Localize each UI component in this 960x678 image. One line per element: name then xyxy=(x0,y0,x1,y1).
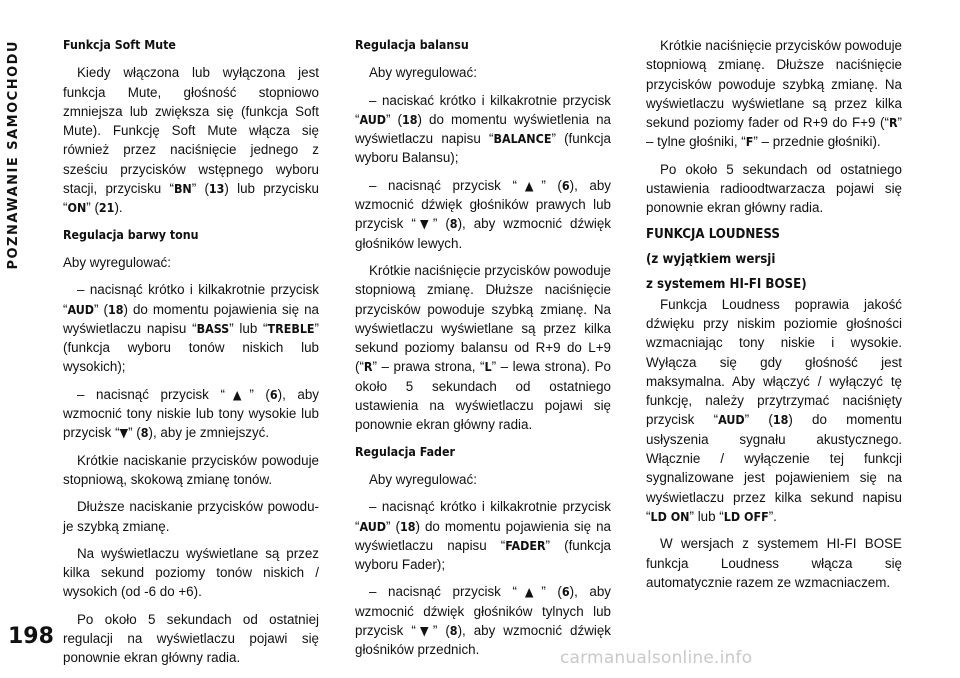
paragraph: W wersjach z systemem HI-FI BOSE funkcja Loudness włącza się automatycznie razem ze wzmacniaczem. xyxy=(646,536,902,590)
paragraph: Krótkie naciśnięcie przycisków powoduje stopniową zmianę. Dłuższe naciśnięcie przycisków powoduje szybką zmianę. Na wyświetlaczu wyświetlane są przez kilka sekund poziomy fader od R+9 do F+9 (“R” – tylne głośniki, “F” – przednie głośniki). xyxy=(646,38,902,150)
paragraph: Po około 5 sekundach od ostatniego ustawienia radioodtwarzacza pojawi się ponownie ekran główny radia. xyxy=(646,161,902,216)
paragraph: – nacisnąć przycisk “▲” (6), aby wzmocnić tony niskie lub tony wysokie lub przycisk “▼” (8), aby je zmniejszyć. xyxy=(63,386,319,441)
page-number: 198 xyxy=(8,624,54,649)
heading-tone: Regulacja barwy tonu xyxy=(63,227,199,242)
paragraph: – nacisnąć krótko i kilkakrotnie przycisk “AUD” (18) do momentu pojawienia się na wyświetlaczu napisu “BASS” lub “TREBLE” (funkcja wyboru tonów niskich lub wysokich); xyxy=(63,282,320,375)
paragraph: Dłuższe naciskanie przycisków powoduje szybką zmianę. xyxy=(63,499,319,534)
section-title: POZNAWANIE SAMOCHODU xyxy=(6,40,21,270)
paragraph: – nacisnąć przycisk “▲” (6), aby wzmocnić dźwięk głośników tylnych lub przycisk “▼” (8), aby wzmocnić dźwięk głośników przednich. xyxy=(355,584,611,658)
column-3 xyxy=(646,36,902,600)
paragraph: Na wyświetlaczu wyświetlane są przez kilka sekund poziomy tonów niskich / wysokich (od -6 do +6). xyxy=(63,545,319,600)
paragraph: Krótkie naciśnięcie przycisków powoduje stopniową zmianę. Dłuższe naciśnięcie przycisków powoduje szybką zmianę. Na wyświetlaczu wyświetlane są przez kilka sekund poziomy balansu od R+9 do L+9 (“R” – prawa strona, “L” – lewa strona). Po około 5 sekundach od ostatniego ustawienia na wyświetlaczu pojawi się ponownie ekran główny radia. xyxy=(355,262,612,433)
heading-fader: Regulacja Fader xyxy=(355,444,455,459)
paragraph: – nacisnąć przycisk “▲” (6), aby wzmocnić dźwięk głośników prawych lub przycisk “▼” (8), aby wzmocnić dźwięk głośników lewych. xyxy=(355,177,611,251)
paragraph: – nacisnąć krótko i kilkakrotnie przycisk “AUD” (18) do momentu pojawienia się na wyświetlaczu napisu “FADER” (funkcja wyboru Fader); xyxy=(355,499,611,573)
watermark: carmanualsonline.info xyxy=(560,648,753,668)
paragraph: Krótkie naciskanie przycisków powoduje stopniową, skokową zmianę tonów. xyxy=(63,452,319,487)
heading-soft-mute: Funkcja Soft Mute xyxy=(63,38,176,52)
heading-balance: Regulacja balansu xyxy=(355,38,469,52)
paragraph: Aby wyregulować: xyxy=(369,471,477,487)
paragraph: Aby wyregulować: xyxy=(63,254,171,270)
paragraph: Po około 5 sekundach od ostatniej regulacji na wyświetlaczu pojawi się ponownie ekran główny radia. xyxy=(63,611,319,666)
heading-loudness-sub2: z systemem HI-FI BOSE) xyxy=(646,276,807,292)
paragraph: – naciskać krótko i kilkakrotnie przycisk “AUD” (18) do momentu wyświetlenia na wyświetlaczu napisu “BALANCE” (funkcja wyboru Balansu); xyxy=(355,92,611,166)
paragraph: Aby wyregulować: xyxy=(369,65,477,81)
heading-loudness-sub: (z wyjątkiem wersji xyxy=(646,251,776,267)
column-2 xyxy=(355,36,611,668)
column-1 xyxy=(63,36,319,676)
paragraph: Kiedy włączona lub wyłączona jest funkcja Mute, głośność stopniowo zmniejsza lub zwiększa się (funkcja Soft Mute). Funkcję Soft Mute włącza się również przez naciśnięcie jednego z sześciu przycisków wstępnego wyboru stacji, przycisku “BN” (13) lub przycisku “ON” (21). xyxy=(63,65,319,216)
paragraph: Funkcja Loudness poprawia jakość dźwięku przy niskim poziomie głośności wzmacniając tony niskie i wysokie. Wyłącza się gdy głośność jest maksymalna. Aby włączyć / wyłączyć tę funkcję, należy przytrzymać naciśnięty przycisk “AUD” (18) do momentu usłyszenia sygnału akustycznego. Włącznie / wyłączenie tej funkcji sygnalizowane jest pojawieniem się na wyświetlaczu przez kilka sekund napisu “LD ON” lub “LD OFF”. xyxy=(646,296,902,524)
sidebar xyxy=(0,0,53,678)
heading-loudness: FUNKCJA LOUDNESS xyxy=(646,226,780,242)
